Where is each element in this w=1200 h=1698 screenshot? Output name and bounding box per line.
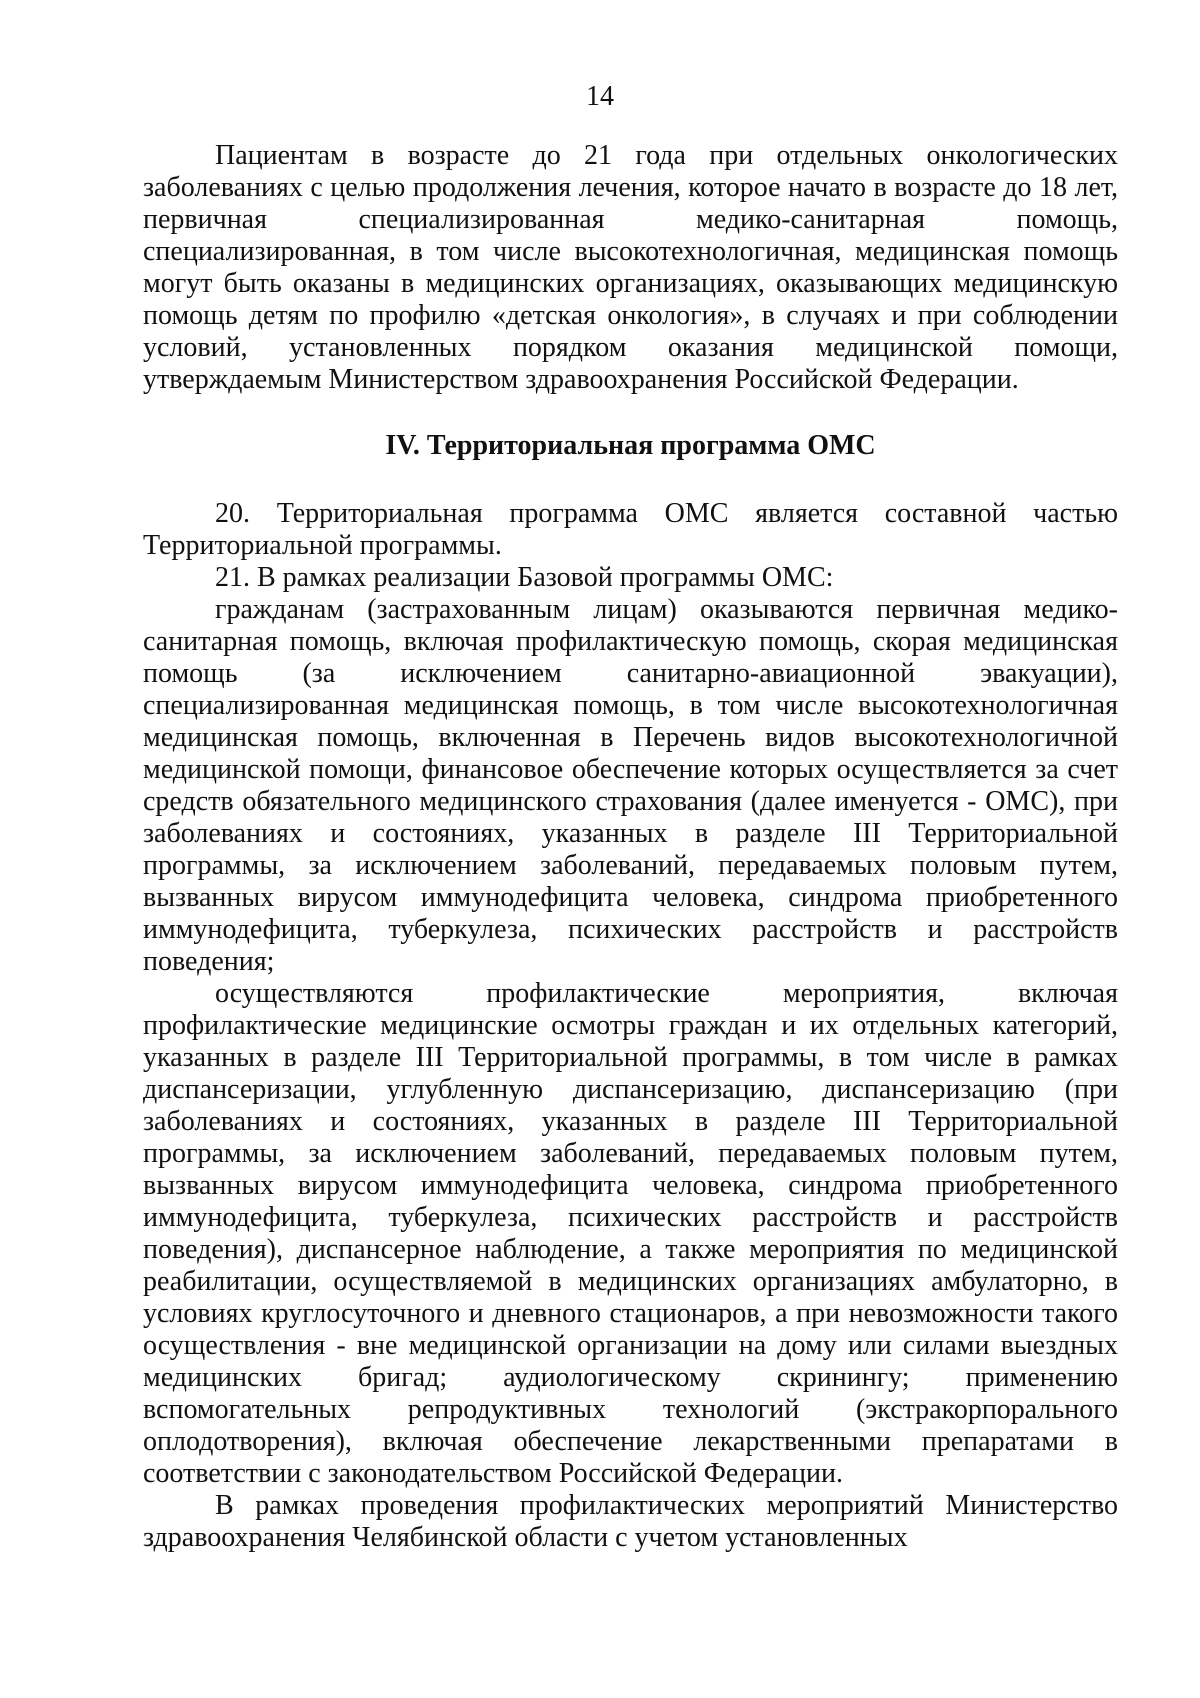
paragraph-pediatric-oncology: Пациентам в возрасте до 21 года при отдельных онкологических заболеваниях с целью продолжения лечения, которое начато в возрасте до 18 лет, первичная специализированная медико-санитарная помощь, специализированная, в том числе высокотехнологичная, медицинская помощь могут быть оказаны в медицинских организациях, оказывающих медицинскую помощь детям по профилю «детская онкология», в случаях и при соблюдении условий, установленных порядком оказания медицинской помощи, утверждаемым Министерством здравоохранения Российской Федерации. <box>143 140 1118 395</box>
paragraph-21: 21. В рамках реализации Базовой программы ОМС: <box>215 562 834 593</box>
paragraph-ministry: В рамках проведения профилактических мероприятий Министерство здравоохранения Челябинской области с учетом установленных <box>143 1490 1118 1553</box>
section-heading: IV. Территориальная программа ОМС <box>385 430 876 461</box>
page-number: 14 <box>586 81 614 112</box>
paragraph-20: 20. Территориальная программа ОМС является составной частью Территориальной программы. <box>143 498 1118 561</box>
document-body <box>143 140 1118 1554</box>
paragraph-citizens-care: гражданам (застрахованным лицам) оказываются первичная медико-санитарная помощь, включая профилактическую помощь, скорая медицинская помощь (за исключением санитарно-авиационной эвакуации), специализированная медицинская помощь, в том числе высокотехнологичная медицинская помощь, включенная в Перечень видов высокотехнологичной медицинской помощи, финансовое обеспечение которых осуществляется за счет средств обязательного медицинского страхования (далее именуется - ОМС), при заболеваниях и состояниях, указанных в разделе III Территориальной программы, за исключением заболеваний, передаваемых половым путем, вызванных вирусом иммунодефицита человека, синдрома приобретенного иммунодефицита, туберкулеза, психических расстройств и расстройств поведения; <box>143 594 1118 977</box>
paragraph-preventive-measures: осуществляются профилактические мероприятия, включая профилактические медицинские осмотры граждан и их отдельных категорий, указанных в разделе III Территориальной программы, в том числе в рамках диспансеризации, углубленную диспансеризацию, диспансеризацию (при заболеваниях и состояниях, указанных в разделе III Территориальной программы, за исключением заболеваний, передаваемых половым путем, вызванных вирусом иммунодефицита человека, синдрома приобретенного иммунодефицита, туберкулеза, психических расстройств и расстройств поведения), диспансерное наблюдение, а также мероприятия по медицинской реабилитации, осуществляемой в медицинских организациях амбулаторно, в условиях круглосуточного и дневного стационаров, а при невозможности такого осуществления - вне медицинской организации на дому или силами выездных медицинских бригад; аудиологическому скринингу; применению вспомогательных репродуктивных технологий (экстракорпорального оплодотворения), включая обеспечение лекарственными препаратами в соответствии с законодательством Российской Федерации. <box>143 978 1118 1489</box>
